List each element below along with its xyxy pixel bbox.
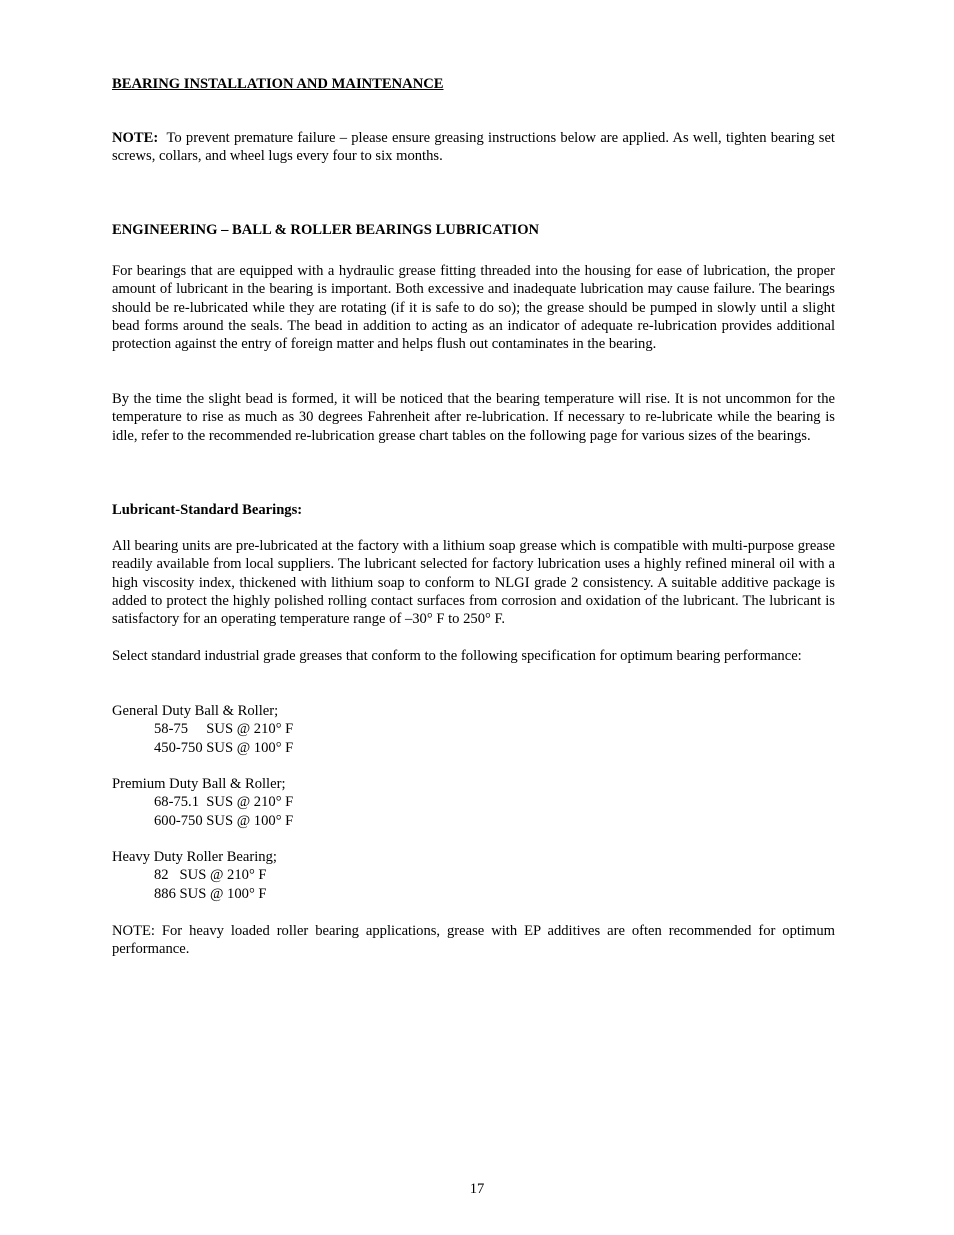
spec-heading: Heavy Duty Roller Bearing; xyxy=(112,849,277,865)
spec-line: 68-75.1 SUS @ 210° F xyxy=(154,794,294,811)
lubricant-paragraph-1: All bearing units are pre-lubricated at the factory with a lithium soap grease which is compatible with multi-purpose grease readily available from local suppliers. The lubricant selected for factory lubrication uses a highly refined mineral oil with a high viscosity index, thickened with lithium soap to conform to NLGI grade 2 consistency. A suitable additive package is added to protect the highly polished rolling contact surfaces from corrosion and oxidation of the lubricant. The lubricant is satisfactory for an operating temperature range of –30° F to 250° F. xyxy=(112,538,835,628)
spec-line: 450-750 SUS @ 100° F xyxy=(154,739,294,756)
spec-heading: General Duty Ball & Roller; xyxy=(112,703,279,719)
engineering-paragraph-2: By the time the slight bead is formed, it will be noticed that the bearing temperature will rise. It is not uncommon for the temperature to rise as much as 30 degrees Fahrenheit after re-lubrication. If necessary to re-lubricate while the bearing is idle, refer to the recommended re-lubrication grease chart tables on the following page for various sizes of the bearings. xyxy=(112,391,835,444)
lubricant-paragraph-2: Select standard industrial grade greases that conform to the following specification for optimum bearing performance: xyxy=(112,648,802,664)
spec-heavy-duty xyxy=(112,848,835,903)
engineering-paragraph-1: For bearings that are equipped with a hydraulic grease fitting threaded into the housing for ease of lubrication, the proper amount of lubricant in the bearing is important. Both excessive and inadequate lubrication may cause failure. The bearings should be re-lubricated while they are rotating (if it is safe to do so); the grease should be pumped in slowly until a slight bead forms around the seals. The bead in addition to acting as an indicator of adequate re-lubrication provides additional protection against the entry of foreign matter and helps flush out contaminates in the bearing. xyxy=(112,263,835,353)
page-title: BEARING INSTALLATION AND MAINTENANCE xyxy=(112,76,444,92)
spec-heading: Premium Duty Ball & Roller; xyxy=(112,776,286,792)
spec-premium-duty xyxy=(112,775,835,830)
spec-line: 58-75 SUS @ 210° F xyxy=(154,721,294,738)
engineering-heading: ENGINEERING – BALL & ROLLER BEARINGS LUBRICATION xyxy=(112,222,540,238)
note-maintenance xyxy=(112,129,835,166)
spec-line: 600-750 SUS @ 100° F xyxy=(154,812,294,829)
note-ep-additives: NOTE: For heavy loaded roller bearing applications, grease with EP additives are often recommended for optimum performance. xyxy=(112,923,835,958)
spec-line: 886 SUS @ 100° F xyxy=(154,885,267,902)
lubricant-heading: Lubricant-Standard Bearings: xyxy=(112,502,303,518)
note-text: To prevent premature failure – please ensure greasing instructions below are applied. As well, tighten bearing set screws, collars, and wheel lugs every four to six months. xyxy=(112,130,835,165)
spec-line: 82 SUS @ 210° F xyxy=(154,867,267,884)
note-label: NOTE: xyxy=(112,130,159,146)
spec-general-duty xyxy=(112,702,835,757)
page-number: 17 xyxy=(469,1181,485,1197)
